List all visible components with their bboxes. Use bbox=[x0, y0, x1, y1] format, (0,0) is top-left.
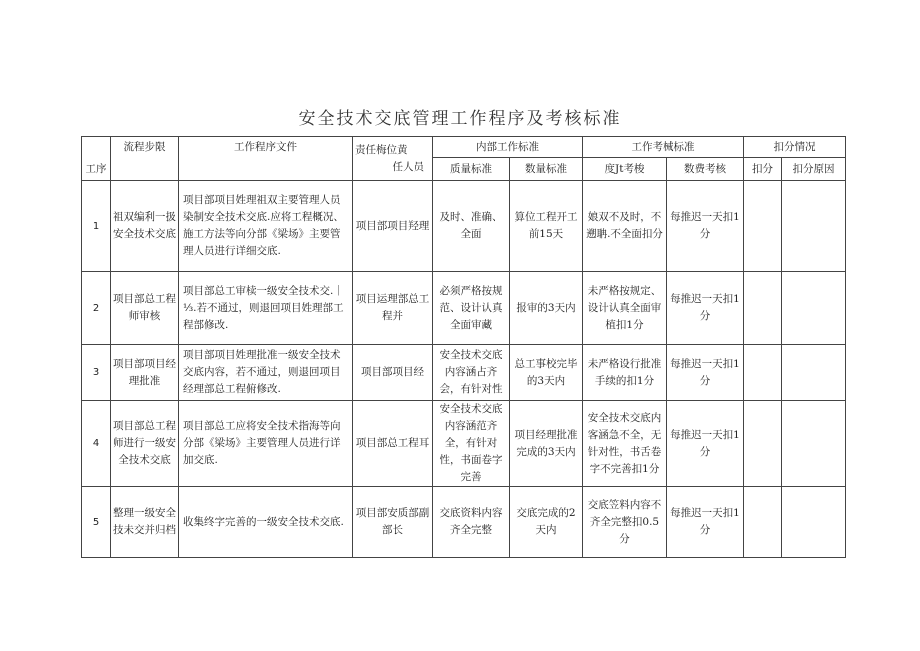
row-degree: 安全技术交底内客涵急不全，无针对性，书舌卷字不完善扣1分 bbox=[583, 401, 667, 487]
row-quantity: 项目经理批准完成的3天内 bbox=[510, 401, 583, 487]
document-title: 安全技术交底管理工作程序及考核标准 bbox=[298, 109, 622, 129]
row-number: 2 bbox=[82, 272, 111, 345]
row-deduct bbox=[744, 401, 782, 487]
table-row bbox=[82, 181, 846, 272]
row-quantity: 报审的3天内 bbox=[510, 272, 583, 345]
row-degree: 未严格设行批准手续的扣1分 bbox=[583, 345, 667, 401]
table-row bbox=[82, 272, 846, 345]
header-responsible bbox=[353, 137, 433, 181]
row-quality: 安全技术交底内容涵范齐全，有针对性，书面卷字完善 bbox=[433, 401, 510, 487]
header-quality: 质量标准 bbox=[433, 158, 510, 181]
row-flow: 项目部总工程师审核 bbox=[111, 272, 179, 345]
row-deduct bbox=[744, 487, 782, 558]
row-responsible: 项目部安质部副部长 bbox=[353, 487, 433, 558]
table-row bbox=[82, 487, 846, 558]
row-degree: 交底笠料内容不齐全完整扣0.5分 bbox=[583, 487, 667, 558]
row-number: 3 bbox=[82, 345, 111, 401]
row-degree: 未严格按规定、设计认真全面审植扣1分 bbox=[583, 272, 667, 345]
row-responsible: 项目部项目羟理 bbox=[353, 181, 433, 272]
header-degree: 度Jt考梭 bbox=[583, 158, 667, 181]
header-quantity: 数量标准 bbox=[510, 158, 583, 181]
row-flow: 项目部项目经理批准 bbox=[111, 345, 179, 401]
header-seq: 工序 bbox=[82, 137, 111, 181]
header-row-1 bbox=[82, 137, 846, 158]
row-reason bbox=[782, 181, 846, 272]
header-assessment: 工作考械标准 bbox=[583, 137, 744, 158]
row-quality: 安全技术交底内容涵占齐会，有针对性 bbox=[433, 345, 510, 401]
row-responsible: 项目部总工程耳 bbox=[353, 401, 433, 487]
header-cost: 数费考核 bbox=[667, 158, 744, 181]
row-degree: 娘双不及时，不遡聃.不全面扣分 bbox=[583, 181, 667, 272]
row-cost: 每推迟一天扣1分 bbox=[667, 272, 744, 345]
header-deduct-points: 扣分 bbox=[744, 158, 782, 181]
row-flow: 项目部总工程师进行一级安全技术交底 bbox=[111, 401, 179, 487]
table-row bbox=[82, 345, 846, 401]
row-quantity: 交底完成的2天内 bbox=[510, 487, 583, 558]
header-deduction: 扣分情况 bbox=[744, 137, 846, 158]
row-number: 1 bbox=[82, 181, 111, 272]
row-responsible: 项目运理部总工程并 bbox=[353, 272, 433, 345]
header-procedure: 工作程序文件 bbox=[179, 137, 353, 181]
row-deduct bbox=[744, 272, 782, 345]
row-number: 4 bbox=[82, 401, 111, 487]
row-cost: 每推迟一天扣1分 bbox=[667, 401, 744, 487]
row-reason bbox=[782, 487, 846, 558]
row-procedure: 收集终字完善的一级安全技术交底. bbox=[179, 487, 353, 558]
row-procedure: 项目部总工应将安全技术指海等向分部《梁场》主要管理人员进行详加交底. bbox=[179, 401, 353, 487]
row-deduct bbox=[744, 345, 782, 401]
row-quantity: 算位工程开工前15天 bbox=[510, 181, 583, 272]
header-internal: 内部工作标准 bbox=[433, 137, 583, 158]
header-responsible-line2: 任人员 bbox=[392, 160, 424, 173]
table-row bbox=[82, 401, 846, 487]
header-flow: 流程步限 bbox=[111, 137, 179, 181]
header-deduct-reason: 扣分原因 bbox=[782, 158, 846, 181]
row-reason bbox=[782, 401, 846, 487]
row-procedure: 项目部项目姓理批准一级安全技术交底内容，若不通过，则退回项目经理部总工程俯修改. bbox=[179, 345, 353, 401]
row-procedure: 项目部总工审椟一级安全技术交.｜⅓.若不通过，则退回项目姓理部工程部修改. bbox=[179, 272, 353, 345]
row-cost: 每推迟一天扣1分 bbox=[667, 345, 744, 401]
row-deduct bbox=[744, 181, 782, 272]
row-quantity: 总工事校完毕的3天内 bbox=[510, 345, 583, 401]
row-reason bbox=[782, 272, 846, 345]
row-reason bbox=[782, 345, 846, 401]
row-responsible: 项目部项目经 bbox=[353, 345, 433, 401]
row-procedure: 项目部项目姓理祖双主要管理人员染制安全技术交底.应将工程概况、施工方法等向分部《梁场》主要管理人员进行详细交底. bbox=[179, 181, 353, 272]
row-cost: 每推迟一天扣1分 bbox=[667, 181, 744, 272]
header-responsible-line1: 责任梅位黄 bbox=[355, 143, 408, 156]
row-quality: 及时、准确、全面 bbox=[433, 181, 510, 272]
row-quality: 交底资料内容齐全完整 bbox=[433, 487, 510, 558]
row-flow: 祖双编利一扱安全技术交底 bbox=[111, 181, 179, 272]
row-number: 5 bbox=[82, 487, 111, 558]
row-quality: 必须严格按规范、设计认真全面审藏 bbox=[433, 272, 510, 345]
row-cost: 每推迟一天扣1分 bbox=[667, 487, 744, 558]
row-flow: 整理一级安全技未交并归档 bbox=[111, 487, 179, 558]
assessment-table bbox=[81, 136, 846, 558]
